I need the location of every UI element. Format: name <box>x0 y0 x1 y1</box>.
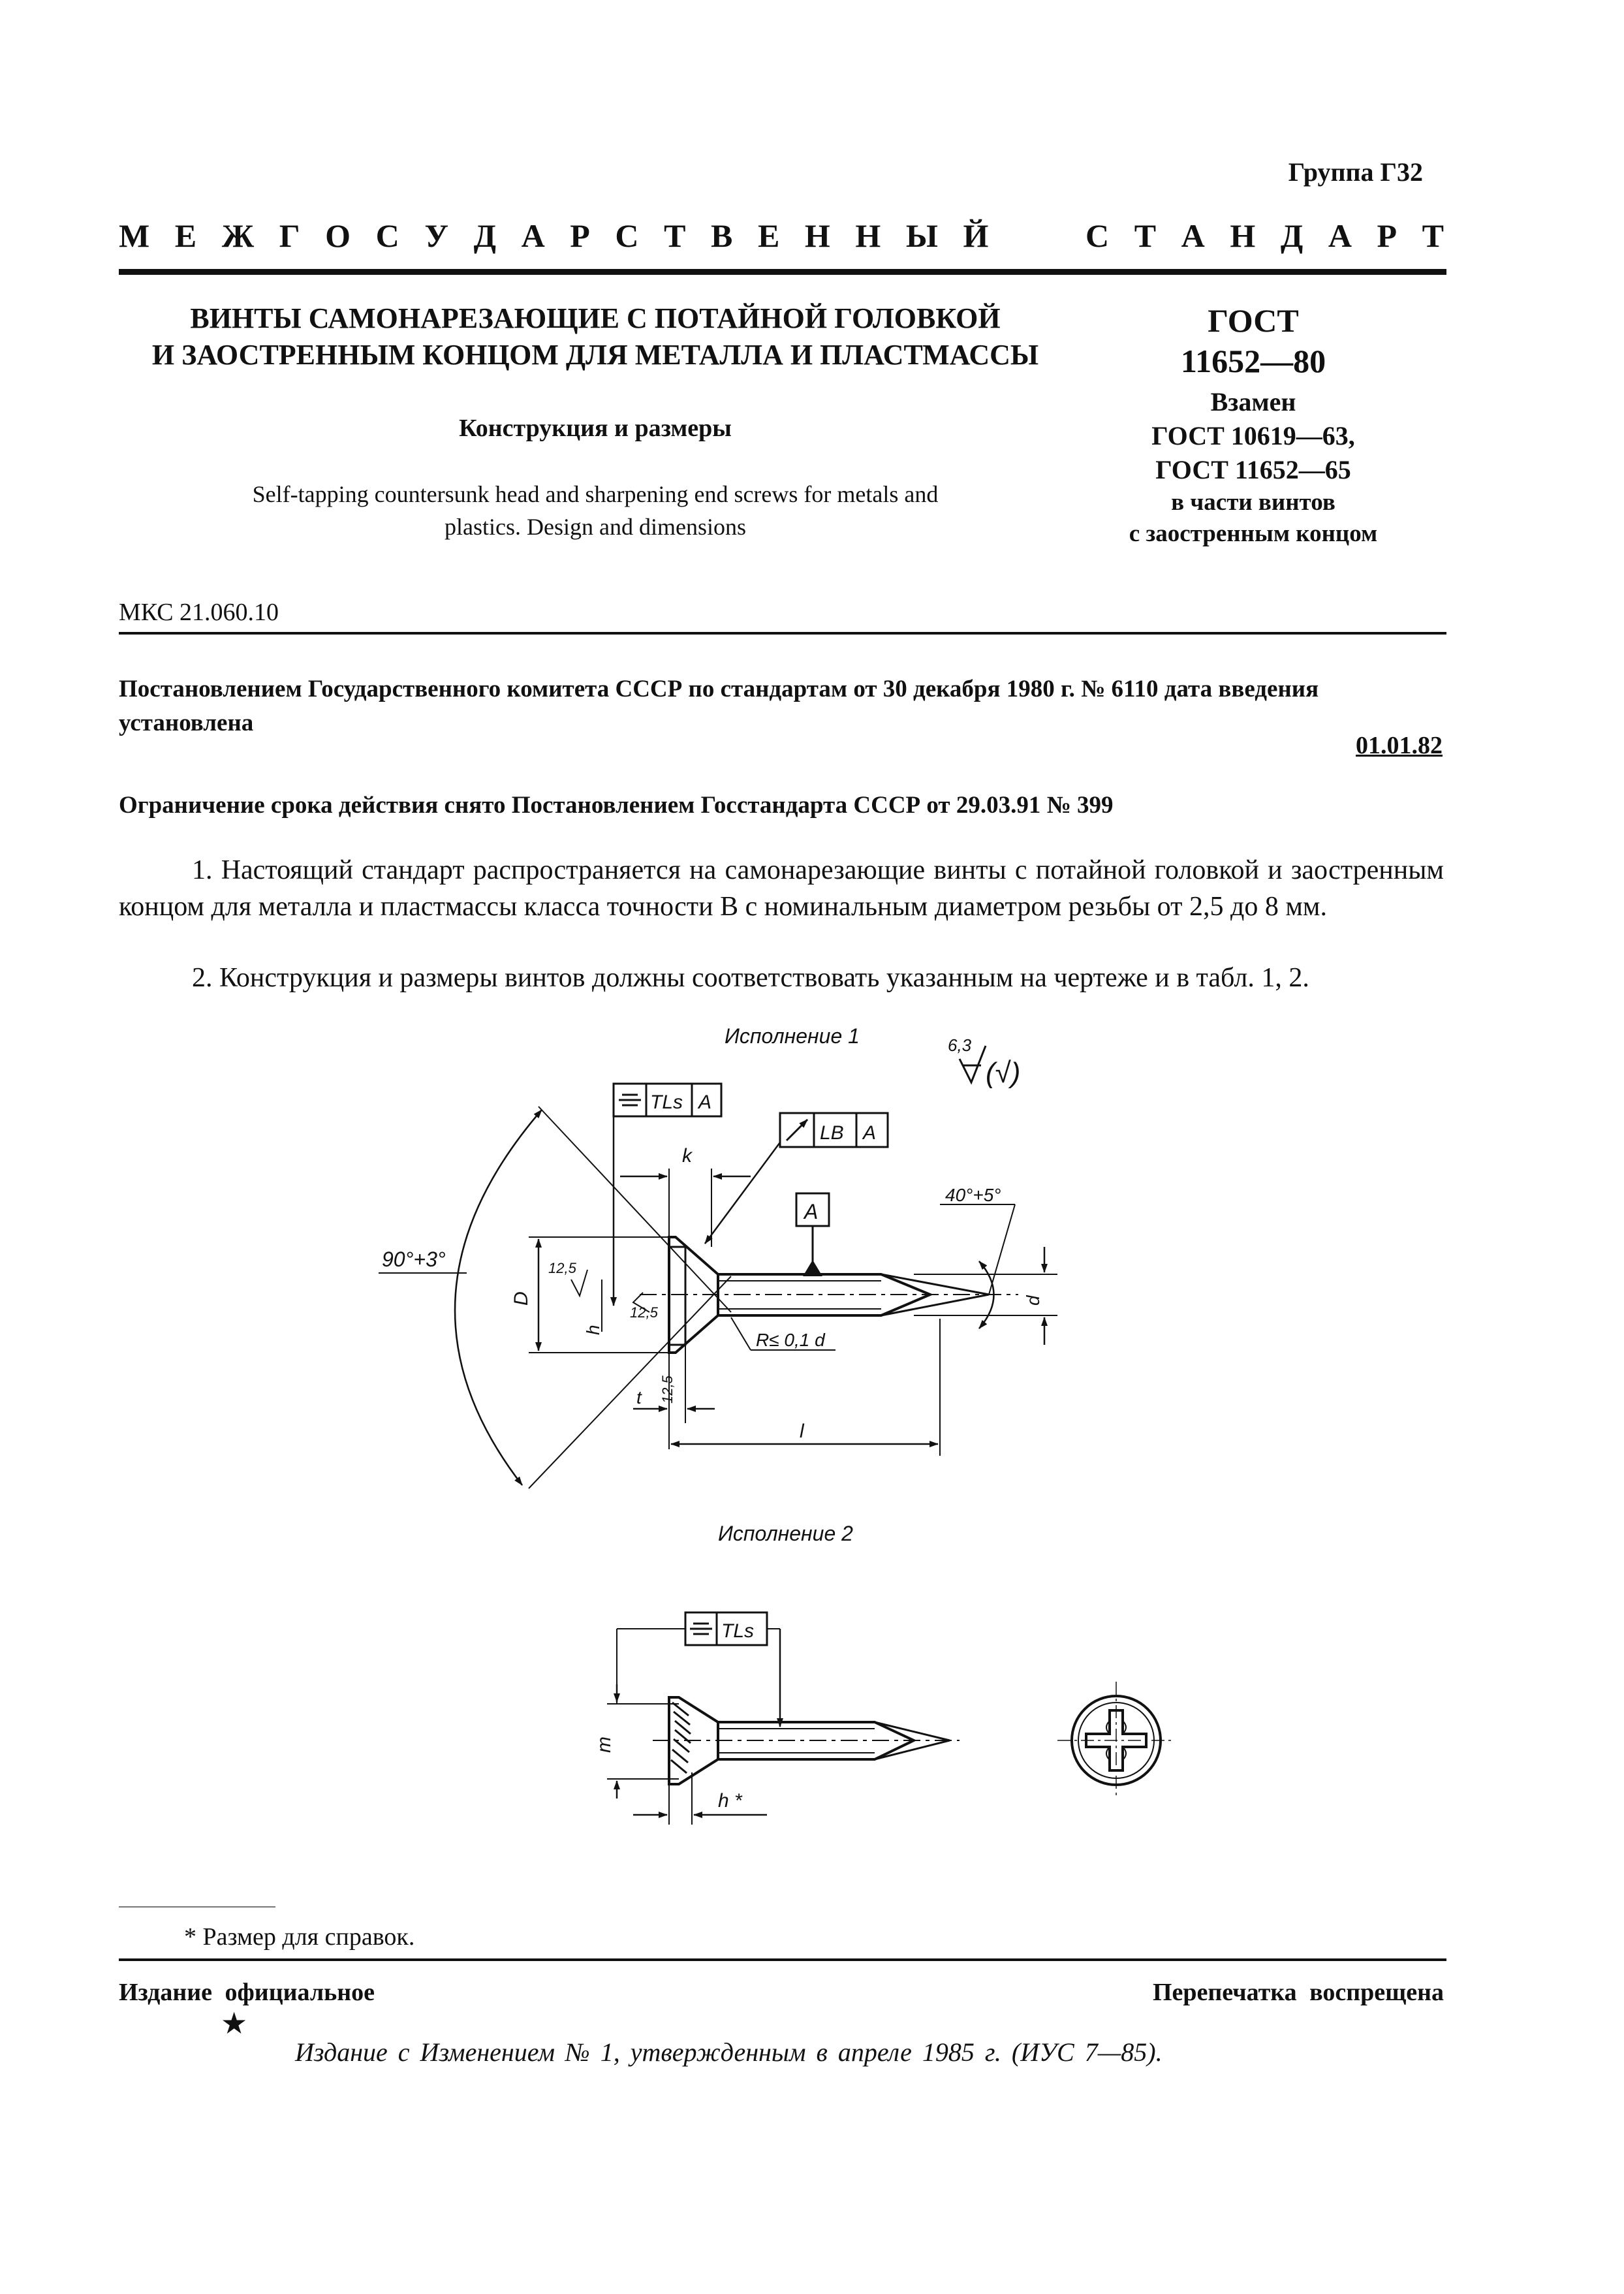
dimension-h-star-label: h * <box>718 1790 742 1812</box>
word1-letter: Ы <box>905 217 938 254</box>
paragraph-1: 1. Настоящий стандарт распространяется на самонарезающие винты с потайной головкой и заостренным концом для металла и пластмассы класса точности В с номинальным диаметром резьбы от 2,5 до 8 мм. <box>119 855 1444 922</box>
title-block <box>119 300 1072 543</box>
group-code: Группа Г32 <box>1288 157 1423 187</box>
word1-letter: Н <box>804 217 830 254</box>
dimension-D-label: D <box>510 1291 532 1306</box>
execution-1-label: Исполнение 1 <box>725 1024 860 1048</box>
replace-label: Взамен <box>1210 387 1296 416</box>
english-title <box>119 478 1072 543</box>
runout-tolerance-value: LB <box>820 1122 844 1144</box>
restriction-text: Ограничение срока действия снято Постановлением Госстандарта СССР от 29.03.91 № 399 <box>119 792 1114 819</box>
roughness-paren: (√) <box>986 1057 1021 1089</box>
reprint-prohibited: Перепечатка воспрещена <box>1152 1979 1444 2006</box>
dimension-k <box>620 1145 751 1247</box>
gost-number: 11652—80 <box>1180 343 1326 379</box>
dimension-h-star <box>633 1772 767 1825</box>
rough-12-5-a: 12,5 <box>548 1260 576 1276</box>
rough-12-5-c: 12,5 <box>659 1375 676 1404</box>
dimension-h <box>548 1260 659 1335</box>
word1-letter: В <box>711 217 733 254</box>
replace-gost-1: ГОСТ 10619—63, <box>1151 421 1355 450</box>
datum-box <box>796 1193 829 1276</box>
roughness-mark <box>948 1035 1020 1089</box>
mks-code: МКС 21.060.10 <box>119 599 279 626</box>
official-edition: Издание официальное <box>119 1979 375 2006</box>
symmetry-tolerance-value-2: TLs <box>721 1620 755 1642</box>
symmetry-tolerance-value: TLs <box>650 1092 683 1113</box>
replace-gost-2: ГОСТ 11652—65 <box>1155 455 1351 484</box>
screw-execution-2 <box>653 1697 960 1784</box>
word1-letter: С <box>375 217 399 254</box>
edition-note: Издание с Изменением № 1, утвержденным в апреле 1985 г. (ИУС 7—85). <box>295 2037 1163 2067</box>
dimension-t-label: t <box>636 1387 642 1407</box>
footnote: * Размер для справок. <box>184 1923 415 1951</box>
word1-letter: С <box>615 217 639 254</box>
datum-label: A <box>804 1200 819 1223</box>
dimension-h-label: h <box>583 1325 603 1335</box>
decree-text: Постановлением Государственного комитета СССР по стандартам от 30 декабря 1980 г. № 6110 дата введения установлена <box>119 676 1319 736</box>
mks-rule <box>119 632 1446 635</box>
dimension-m <box>593 1684 679 1799</box>
paragraph-2: 2. Конструкция и размеры винтов должны соответствовать указанным на чертеже и в табл. 1, 2. <box>192 963 1309 993</box>
word1-letter: Н <box>855 217 881 254</box>
word1-letter: Е <box>757 217 780 254</box>
word2-letter: А <box>1328 217 1352 254</box>
word2-letter: А <box>1181 217 1205 254</box>
replace-note-1: в части винтов <box>1171 489 1335 516</box>
runout-datum: A <box>863 1122 877 1144</box>
cross-recess-view <box>1057 1682 1175 1799</box>
tip-angle-label: 40°+5° <box>945 1185 1001 1205</box>
footnote-rule <box>119 1906 275 1908</box>
gost-label: ГОСТ <box>1208 302 1299 339</box>
word2-letter: Н <box>1230 217 1256 254</box>
footer-rule <box>119 1958 1446 1961</box>
dimension-t <box>633 1345 715 1449</box>
word2-letter: Т <box>1134 217 1157 254</box>
word1-letter: Е <box>174 217 197 254</box>
word2-letter: Д <box>1280 217 1304 254</box>
dimension-d-label: d <box>1023 1295 1043 1306</box>
symmetry-datum: A <box>698 1092 712 1113</box>
word1-letter: М <box>119 217 150 254</box>
word1-letter: Д <box>473 217 496 254</box>
technical-drawing <box>0 1005 1624 1867</box>
interstate-standard-header <box>119 217 1444 255</box>
dimension-m-label: m <box>593 1736 615 1753</box>
radius-label: R≤ 0,1 d <box>756 1330 825 1350</box>
word2-letter: Т <box>1422 217 1444 254</box>
dimension-tip-angle <box>940 1185 1015 1328</box>
screw-execution-1 <box>640 1237 1018 1353</box>
roughness-value: 6,3 <box>948 1035 972 1055</box>
word2-letter: Р <box>1377 217 1398 254</box>
radius-note <box>731 1317 835 1350</box>
word1-letter: Ж <box>221 217 255 254</box>
introduction-date: 01.01.82 <box>1356 732 1443 759</box>
dimension-l-label: l <box>800 1421 804 1442</box>
rough-12-5-b: 12,5 <box>630 1304 658 1321</box>
english-title-line-2: plastics. Design and dimensions <box>445 514 746 540</box>
header-rule <box>119 269 1446 275</box>
word1-letter: А <box>521 217 545 254</box>
title-line-1: ВИНТЫ САМОНАРЕЗАЮЩИЕ С ПОТАЙНОЙ ГОЛОВКОЙ <box>190 302 1001 334</box>
word1-letter: Р <box>570 217 590 254</box>
word1-letter: У <box>424 217 449 254</box>
english-title-line-1: Self-tapping countersunk head and sharpening end screws for metals and <box>252 481 939 507</box>
replace-note-2: с заостренным концом <box>1129 520 1378 547</box>
word1-letter: Й <box>963 217 989 254</box>
word1-letter: Т <box>664 217 686 254</box>
title-line-2: И ЗАОСТРЕННЫМ КОНЦОМ ДЛЯ МЕТАЛЛА И ПЛАСТМАССЫ <box>151 339 1039 371</box>
subtitle: Конструкция и размеры <box>459 415 732 442</box>
word1-letter: Г <box>279 217 300 254</box>
execution-2-label: Исполнение 2 <box>718 1522 853 1545</box>
word2-letter: С <box>1085 217 1110 254</box>
word1-letter: О <box>325 217 351 254</box>
star-icon: ★ <box>221 2007 248 2040</box>
dimension-k-label: k <box>682 1145 692 1167</box>
head-angle-label: 90°+3° <box>382 1248 446 1271</box>
gost-block <box>1084 300 1423 550</box>
